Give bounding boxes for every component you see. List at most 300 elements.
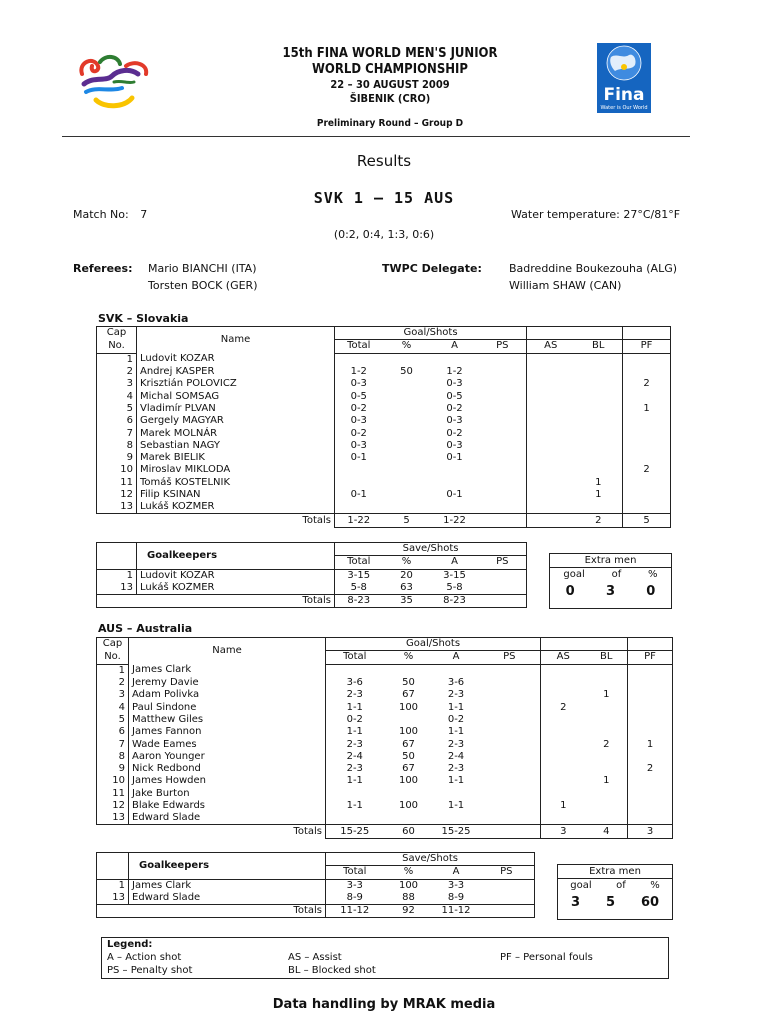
player-name: Marek BIELIK: [137, 452, 335, 464]
player-assist: [541, 677, 586, 689]
col-ps-header: PS: [479, 651, 541, 664]
gk-col-total-header: Total: [335, 556, 383, 569]
player-blocked: [575, 452, 623, 464]
fina-logo-text: Fina: [603, 85, 645, 105]
player-name: Michal SOMSAG: [137, 390, 335, 402]
player-total: 1-1: [346, 775, 363, 787]
player-assist: [541, 775, 586, 787]
water-temperature: Water temperature: 27°C/81°F: [511, 208, 681, 221]
player-blocked: [586, 751, 628, 763]
player-total: [335, 477, 383, 489]
extra-men-goal-label: goal: [570, 880, 592, 891]
player-penalty: [479, 726, 541, 738]
goalkeeper-row: [97, 582, 527, 595]
player-fouls: [628, 701, 673, 713]
player-blocked: [575, 415, 623, 427]
gk-col-a-header: A: [434, 866, 479, 879]
player-cap: 11: [97, 477, 137, 489]
player-cap: 4: [97, 390, 137, 402]
gk-col-pct-header: %: [383, 556, 431, 569]
player-action: 0-2: [446, 402, 463, 414]
svk-player-stats-table: [96, 326, 671, 528]
player-total: 2-3: [346, 689, 363, 701]
player-fouls: [628, 677, 673, 689]
player-fouls: 2: [623, 378, 671, 390]
player-cap: 7: [97, 427, 137, 439]
player-penalty: [479, 427, 527, 439]
player-action: 1-1: [447, 726, 465, 738]
footer-credit: Data handling by MRAK media: [272, 997, 496, 1012]
player-total: 0-3: [350, 378, 367, 390]
col-a-header: A: [434, 651, 479, 664]
player-name: Miroslav MIKLODA: [137, 464, 335, 476]
legend-penalty-shot: PS – Penalty shot: [107, 965, 193, 976]
player-fouls: [623, 353, 671, 366]
col-pf-spacer: [623, 327, 671, 340]
gk-totals-action: 8-23: [431, 595, 479, 608]
player-fouls: [628, 689, 673, 701]
player-action: [431, 464, 479, 476]
player-name: Adam Polivka: [129, 689, 326, 701]
player-assist: [527, 464, 575, 476]
player-blocked: [575, 464, 623, 476]
player-name: Ludovit KOZAR: [137, 353, 335, 366]
player-action: 2-3: [447, 689, 465, 701]
player-row: [97, 677, 673, 689]
player-total: 1-1: [346, 701, 363, 713]
player-name: Blake Edwards: [129, 800, 326, 812]
player-pct: [383, 440, 431, 452]
player-row: [97, 714, 673, 726]
col-no-header: No.: [97, 340, 137, 353]
goalkeeper-penalty: [479, 892, 535, 905]
player-name: Paul Sindone: [129, 701, 326, 713]
championship-venue: ŠIBENIK (CRO): [349, 92, 431, 105]
player-row: [97, 427, 671, 439]
gk-totals-penalty: [479, 595, 527, 608]
player-pct: [383, 415, 431, 427]
goalkeeper-cap: 13: [97, 892, 129, 905]
player-action: 0-1: [446, 452, 463, 464]
gk-totals-total: 8-23: [335, 595, 383, 608]
player-fouls: [623, 452, 671, 464]
totals-action: 1-22: [431, 514, 479, 527]
gk-col-ps-header: PS: [479, 556, 527, 569]
player-name: James Howden: [129, 775, 326, 787]
player-blocked: [586, 714, 628, 726]
svk-goalkeeper-stats-table: [96, 542, 527, 608]
player-blocked: [586, 788, 628, 800]
player-assist: [527, 427, 575, 439]
player-pct: 50: [402, 677, 415, 689]
player-name: Krisztián POLOVICZ: [137, 378, 335, 390]
player-penalty: [479, 701, 541, 713]
player-assist: [541, 726, 586, 738]
col-goal-shots-header: Goal/Shots: [326, 638, 541, 651]
player-name: Matthew Giles: [129, 714, 326, 726]
gk-totals-total: 11-12: [326, 905, 384, 918]
totals-penalty: [479, 514, 527, 527]
totals-blocked: 2: [575, 514, 623, 527]
player-total: [326, 788, 384, 800]
save-shots-header: Save/Shots: [335, 543, 527, 556]
player-cap: 3: [97, 689, 129, 701]
aus-extra-men-box: [557, 864, 673, 920]
player-action: [431, 353, 479, 366]
player-blocked: [575, 440, 623, 452]
totals-action: 15-25: [434, 825, 479, 838]
goalkeeper-action: 8-9: [434, 892, 479, 905]
player-penalty: [479, 366, 527, 378]
legend-blocked-shot: BL – Blocked shot: [288, 965, 376, 976]
player-assist: [527, 452, 575, 464]
player-action: 2-3: [447, 763, 465, 775]
player-assist: [527, 440, 575, 452]
extra-men-of: 3: [605, 584, 616, 599]
player-pct: 100: [398, 775, 419, 787]
player-pct: 67: [402, 738, 415, 750]
player-blocked: [575, 427, 623, 439]
gk-totals-penalty: [479, 905, 535, 918]
player-blocked: [586, 800, 628, 812]
player-row: [97, 378, 671, 390]
legend-assist: AS – Assist: [288, 952, 342, 963]
player-fouls: [623, 440, 671, 452]
delegate-label: TWPC Delegate:: [382, 262, 482, 275]
player-row: [97, 664, 673, 677]
team-title-svk: SVK – Slovakia: [98, 312, 189, 325]
player-pct: [384, 664, 434, 677]
match-no: [73, 208, 147, 221]
col-total-header: Total: [335, 340, 383, 353]
goalkeeper-total: 3-3: [346, 879, 363, 891]
player-blocked: [586, 677, 628, 689]
player-cap: 3: [97, 378, 137, 390]
gk-cap-spacer: [97, 853, 129, 880]
player-fouls: [628, 714, 673, 726]
player-penalty: [479, 440, 527, 452]
player-penalty: [479, 714, 541, 726]
player-pct: [384, 788, 434, 800]
player-cap: 13: [97, 812, 129, 825]
extra-men-of: 5: [605, 895, 615, 910]
player-name: Filip KSINAN: [137, 489, 335, 501]
player-name: Jake Burton: [129, 788, 326, 800]
player-name: Lukáš KOŽMER: [137, 501, 335, 514]
player-assist: [527, 353, 575, 366]
championship-dates: 22 – 30 AUGUST 2009: [330, 78, 450, 91]
player-total: 0-2: [350, 427, 367, 439]
player-total: 0-5: [350, 390, 367, 402]
player-pct: [383, 501, 431, 514]
player-blocked: [586, 763, 628, 775]
player-action: 0-5: [446, 390, 463, 402]
gk-totals-pct: 92: [384, 905, 434, 918]
player-action: 0-3: [446, 415, 463, 427]
player-penalty: [479, 788, 541, 800]
extra-men-goal: 3: [570, 895, 581, 910]
totals-blocked: 4: [586, 825, 628, 838]
col-goal-shots-header: Goal/Shots: [335, 327, 527, 340]
player-total: 3-6: [346, 677, 363, 689]
player-fouls: [628, 800, 673, 812]
player-total: 2-4: [346, 750, 363, 762]
player-assist: [541, 714, 586, 726]
goalkeeper-name: Edward Slade: [129, 892, 326, 905]
player-row: [97, 701, 673, 713]
player-pct: 50: [400, 366, 413, 378]
fina-tagline: Water is Our World: [600, 105, 648, 111]
gk-cap-spacer: [97, 543, 137, 570]
player-name: Jeremy Davie: [129, 677, 326, 689]
player-total: [326, 664, 384, 677]
player-blocked: 1: [575, 477, 623, 489]
player-total: 1-1: [346, 726, 363, 738]
player-fouls: [623, 390, 671, 402]
player-row: [97, 800, 673, 812]
player-penalty: [479, 812, 541, 825]
player-name: Tomáš KOSTELNIK: [137, 477, 335, 489]
totals-pct: 5: [383, 514, 431, 527]
player-pct: [383, 452, 431, 464]
player-pct: [384, 714, 434, 726]
player-row: [97, 726, 673, 738]
player-assist: [541, 788, 586, 800]
results-title: Results: [356, 152, 412, 170]
player-row: [97, 477, 671, 489]
player-fouls: 1: [628, 738, 673, 750]
goalkeeper-action: 5-8: [431, 582, 479, 595]
player-assist: [527, 501, 575, 514]
player-cap: 5: [97, 403, 137, 415]
player-blocked: [586, 664, 628, 677]
player-row: [97, 452, 671, 464]
gk-totals-row: [97, 905, 535, 918]
referee-2: Torsten BOCK (GER): [148, 279, 258, 292]
aus-goalkeeper-stats-table: [96, 852, 535, 918]
period-scores: (0:2, 0:4, 1:3, 0:6): [333, 228, 435, 241]
extra-men-pct: 0: [646, 584, 656, 599]
totals-total: 15-25: [326, 825, 384, 838]
player-row: [97, 440, 671, 452]
header-row: [97, 638, 673, 651]
col-pf-header: PF: [628, 651, 673, 664]
gk-totals-row: [97, 595, 527, 608]
player-penalty: [479, 489, 527, 501]
player-row: [97, 689, 673, 701]
extra-men-goal: 0: [565, 584, 575, 599]
player-row: [97, 775, 673, 787]
totals-penalty: [479, 825, 541, 838]
player-action: 1-1: [447, 775, 465, 787]
goalkeeper-row: [97, 892, 535, 905]
goalkeeper-total: 3-15: [347, 569, 371, 581]
player-fouls: [628, 726, 673, 738]
player-assist: [541, 812, 586, 825]
player-fouls: [628, 788, 673, 800]
player-action: [434, 812, 479, 825]
player-penalty: [479, 464, 527, 476]
goalkeeper-cap: 1: [97, 569, 137, 582]
player-pct: [383, 353, 431, 366]
player-action: 3-6: [447, 677, 465, 689]
col-pct-header: %: [383, 340, 431, 353]
col-a-header: A: [431, 340, 479, 353]
totals-row: [97, 825, 673, 838]
match-no-value: 7: [140, 208, 148, 221]
goalkeeper-name: James Clark: [129, 879, 326, 892]
delegate-1: Badreddine Boukezouha (ALG): [509, 262, 678, 275]
goalkeeper-penalty: [479, 879, 535, 892]
player-fouls: [623, 366, 671, 378]
player-row: [97, 738, 673, 750]
player-fouls: [623, 489, 671, 501]
championship-title-line1: 15th FINA WORLD MEN'S JUNIOR: [282, 46, 498, 61]
player-cap: 10: [97, 464, 137, 476]
player-action: 0-3: [446, 378, 463, 390]
player-assist: 2: [560, 701, 567, 713]
header-row: [97, 327, 671, 340]
player-total: 1-1: [346, 800, 363, 811]
player-blocked: [575, 403, 623, 415]
player-penalty: [479, 353, 527, 366]
extra-men-of-label: of: [616, 880, 626, 891]
player-blocked: [575, 353, 623, 366]
goalkeeper-penalty: [479, 582, 527, 595]
player-assist: [527, 390, 575, 402]
player-action: 2-3: [447, 738, 465, 750]
player-row: [97, 788, 673, 800]
totals-fouls: 3: [628, 825, 673, 838]
goalkeeper-cap: 13: [97, 582, 137, 595]
goalkeeper-name: Lukáš KOŽMER: [137, 582, 335, 595]
gk-totals-pct: 35: [383, 595, 431, 608]
player-total: 0-2: [350, 402, 367, 414]
col-extra-header: [527, 327, 623, 340]
player-blocked: 1: [575, 489, 623, 501]
player-penalty: [479, 501, 527, 514]
player-cap: 7: [97, 738, 129, 750]
player-row: [97, 415, 671, 427]
player-action: 1-1: [447, 800, 465, 811]
player-assist: [527, 477, 575, 489]
player-fouls: 2: [628, 763, 673, 775]
gk-col-a-header: A: [431, 556, 479, 569]
legend-title: Legend:: [107, 939, 153, 950]
player-blocked: 1: [586, 775, 628, 787]
totals-row: [97, 514, 671, 527]
gk-col-pct-header: %: [384, 866, 434, 879]
player-penalty: [479, 775, 541, 787]
player-blocked: [575, 366, 623, 378]
player-pct: [383, 427, 431, 439]
match-score: SVK 1 – 15 AUS: [313, 189, 455, 207]
player-pct: [383, 403, 431, 415]
player-penalty: [479, 689, 541, 701]
player-blocked: 1: [586, 689, 628, 701]
player-assist: [527, 415, 575, 427]
player-fouls: [628, 751, 673, 763]
player-cap: 4: [97, 701, 129, 713]
col-name-header: Name: [137, 327, 335, 354]
goalkeeper-action: 3-15: [443, 569, 466, 581]
player-pct: [384, 812, 434, 825]
svk-extra-men-box: [549, 553, 672, 609]
team-title-aus: AUS – Australia: [98, 622, 193, 635]
player-pct: [383, 489, 431, 501]
player-penalty: [479, 452, 527, 464]
totals-assist: [527, 514, 575, 527]
goalkeeper-total: 8-9: [326, 892, 384, 905]
player-total: [326, 812, 384, 825]
extra-men-label: Extra men: [550, 554, 671, 568]
player-cap: 1: [97, 664, 129, 677]
totals-assist: 3: [541, 825, 586, 838]
col-extra-header: [541, 638, 628, 651]
player-fouls: [623, 415, 671, 427]
player-blocked: [575, 390, 623, 402]
player-assist: [527, 489, 575, 501]
goalkeeper-pct: 63: [383, 582, 431, 595]
player-action: [431, 501, 479, 514]
player-action: 0-3: [446, 439, 463, 451]
goalkeeper-cap: 1: [97, 879, 129, 892]
gk-header-row: [97, 853, 535, 866]
player-name: James Clark: [129, 664, 326, 677]
player-fouls: [628, 664, 673, 677]
player-action: [434, 664, 479, 677]
player-cap: 9: [97, 452, 137, 464]
goalkeeper-name: Ludovit KOZAR: [137, 569, 335, 582]
player-blocked: [575, 378, 623, 390]
player-cap: 11: [97, 788, 129, 800]
gk-col-ps-header: PS: [479, 866, 535, 879]
player-row: [97, 390, 671, 402]
player-total: 1-2: [350, 366, 367, 378]
player-name: James Fannon: [129, 726, 326, 738]
player-penalty: [479, 800, 541, 812]
player-name: Wade Eames: [129, 738, 326, 750]
extra-men-goal-label: goal: [563, 569, 585, 580]
gk-totals-action: 11-12: [434, 905, 479, 918]
totals-fouls: 5: [623, 514, 671, 527]
player-row: [97, 812, 673, 825]
player-fouls: 2: [623, 464, 671, 476]
header-divider: [62, 136, 690, 137]
aus-player-stats-table: [96, 637, 673, 839]
extra-men-of-label: of: [611, 569, 622, 580]
goalkeepers-header: Goalkeepers: [129, 853, 326, 880]
player-total: [335, 501, 383, 514]
goalkeepers-header: Goalkeepers: [137, 543, 335, 570]
player-blocked: [575, 501, 623, 514]
round-label: Preliminary Round – Group D: [316, 118, 464, 129]
player-assist: [527, 403, 575, 415]
player-action: 0-2: [446, 427, 463, 439]
col-cap-header: Cap: [97, 638, 129, 651]
col-bl-header: BL: [586, 651, 628, 664]
globe-icon: [597, 43, 651, 83]
gk-totals-label: Totals: [97, 595, 335, 608]
save-shots-header: Save/Shots: [326, 853, 535, 866]
player-cap: 12: [97, 800, 129, 812]
player-assist: [541, 763, 586, 775]
legend-box: [101, 937, 669, 979]
player-cap: 8: [97, 440, 137, 452]
player-pct: 50: [402, 750, 415, 762]
referee-1: Mario BIANCHI (ITA): [148, 262, 257, 275]
player-cap: 1: [97, 353, 137, 366]
